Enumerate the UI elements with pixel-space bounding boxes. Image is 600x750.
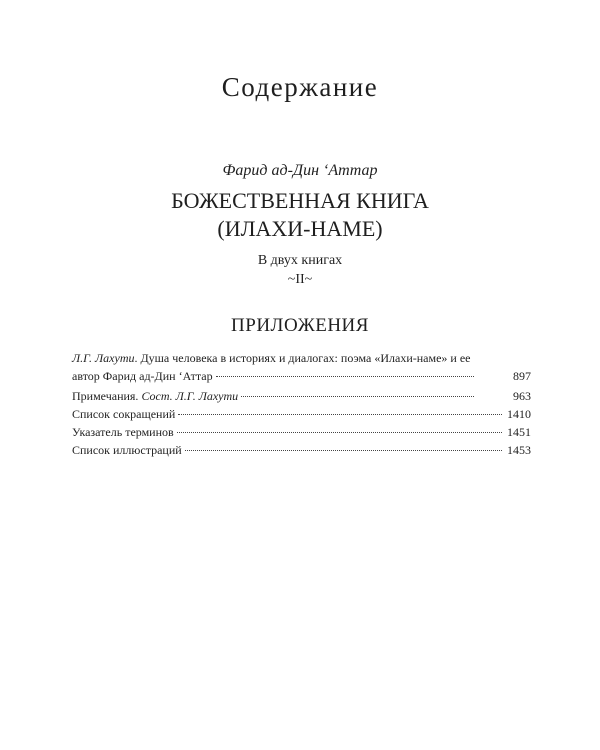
toc-entry-title: . Душа человека в историях и диалогах: поэма «Илахи-наме» и ее [134, 351, 471, 365]
book-title-line1: БОЖЕСТВЕННАЯ КНИГА [171, 188, 429, 213]
toc-page-number: 1410 [507, 407, 531, 421]
book-title [0, 187, 600, 243]
toc-entry-line [72, 367, 531, 385]
toc-entry-title-cont: автор Фарид ад-Дин ʻАттар [72, 369, 213, 383]
toc-page-number: 897 [513, 369, 531, 383]
toc-page-number: 1453 [507, 443, 531, 457]
book-subtitle: В двух книгах [257, 253, 343, 268]
toc-entry-author: Л.Г. Лахути [72, 351, 135, 365]
toc-entry[interactable] [72, 441, 531, 459]
book-author: Фарид ад-Дин ʻАттар [222, 162, 378, 179]
table-of-contents [72, 349, 531, 459]
toc-leader-dots [216, 376, 474, 377]
toc-leader-dots [241, 396, 474, 397]
toc-entry-title: Список сокращений [72, 407, 176, 421]
toc-page-number: 1451 [507, 425, 531, 439]
section-heading: ПРИЛОЖЕНИЯ [231, 315, 369, 336]
toc-entry-title: Указатель терминов [72, 425, 174, 439]
toc-entry-line [72, 349, 531, 367]
page-title: Содержание [221, 72, 379, 102]
toc-leader-dots [178, 414, 502, 415]
toc-entry[interactable] [72, 405, 531, 423]
toc-entry[interactable] [72, 423, 531, 441]
toc-entry-title: Примечания. Сост. Л.Г. Лахути [72, 389, 239, 403]
volume-number: ~II~ [287, 272, 313, 287]
toc-entry[interactable] [72, 349, 531, 385]
book-title-line2: (ИЛАХИ-НАМЕ) [217, 216, 383, 241]
toc-leader-dots [185, 450, 502, 451]
toc-leader-dots [177, 432, 502, 433]
toc-page-number: 963 [513, 389, 531, 403]
toc-entry-title: Список иллюстраций [72, 443, 182, 457]
toc-entry-compiler: Сост. Л.Г. Лахути [141, 389, 239, 403]
toc-entry[interactable] [72, 387, 531, 405]
